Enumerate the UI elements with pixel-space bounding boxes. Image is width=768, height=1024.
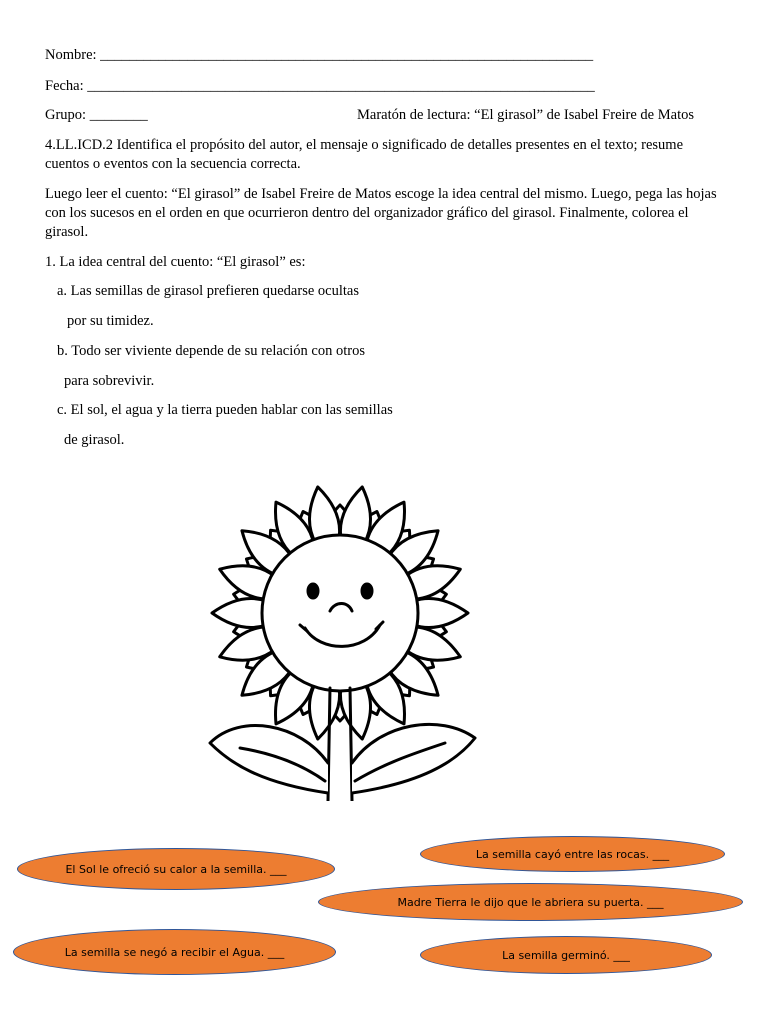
event-card-sol[interactable] [17, 848, 335, 890]
option-c-line2: de girasol. [64, 432, 125, 448]
option-b-line1: b. Todo ser viviente depende de su relación con otros [57, 343, 365, 359]
option-a-line1: a. Las semillas de girasol prefieren quedarse ocultas [57, 283, 359, 299]
event-card-agua[interactable] [13, 929, 336, 975]
event-card-rocas[interactable] [420, 836, 725, 872]
option-a-line2: por su timidez. [67, 313, 154, 329]
fecha-field: Fecha: ______________________________________________________________________ [45, 78, 595, 94]
petal [212, 598, 267, 627]
sunflower-icon [200, 463, 484, 801]
question-prompt: 1. La idea central del cuento: “El girasol” es: [45, 254, 306, 270]
nombre-field: Nombre: ____________________________________________________________________ [45, 47, 594, 63]
event-text-agua: La semilla se negó a recibir el Agua. ___ [64, 945, 285, 959]
petal [413, 598, 468, 627]
maraton-title: Maratón de lectura: “El girasol” de Isabel Freire de Matos [357, 107, 694, 123]
instructions-text: Luego leer el cuento: “El girasol” de Isabel Freire de Matos escoge la idea central del mismo. Luego, pega las hojas con los sucesos en el orden en que ocurrieron dentro del organizador gráfico del girasol. Finalmente, colorea el girasol. [45, 186, 717, 240]
event-card-germino[interactable] [420, 936, 712, 974]
event-card-tierra[interactable] [318, 883, 743, 921]
event-text-rocas: La semilla cayó entre las rocas. ___ [475, 847, 670, 861]
grupo-field: Grupo: ________ [45, 107, 148, 123]
standard-text: 4.LL.ICD.2 Identifica el propósito del autor, el mensaje o significado de detalles presentes en el texto; resume cuentos o eventos con la secuencia correcta. [45, 137, 684, 172]
option-c-line1: c. El sol, el agua y la tierra pueden hablar con las semillas [57, 402, 393, 418]
option-b-line2: para sobrevivir. [64, 373, 155, 389]
event-text-tierra: Madre Tierra le dijo que le abriera su puerta. ___ [397, 895, 664, 909]
event-text-sol: El Sol le ofreció su calor a la semilla. ___ [65, 862, 287, 876]
event-text-germino: La semilla germinó. ___ [502, 948, 630, 962]
